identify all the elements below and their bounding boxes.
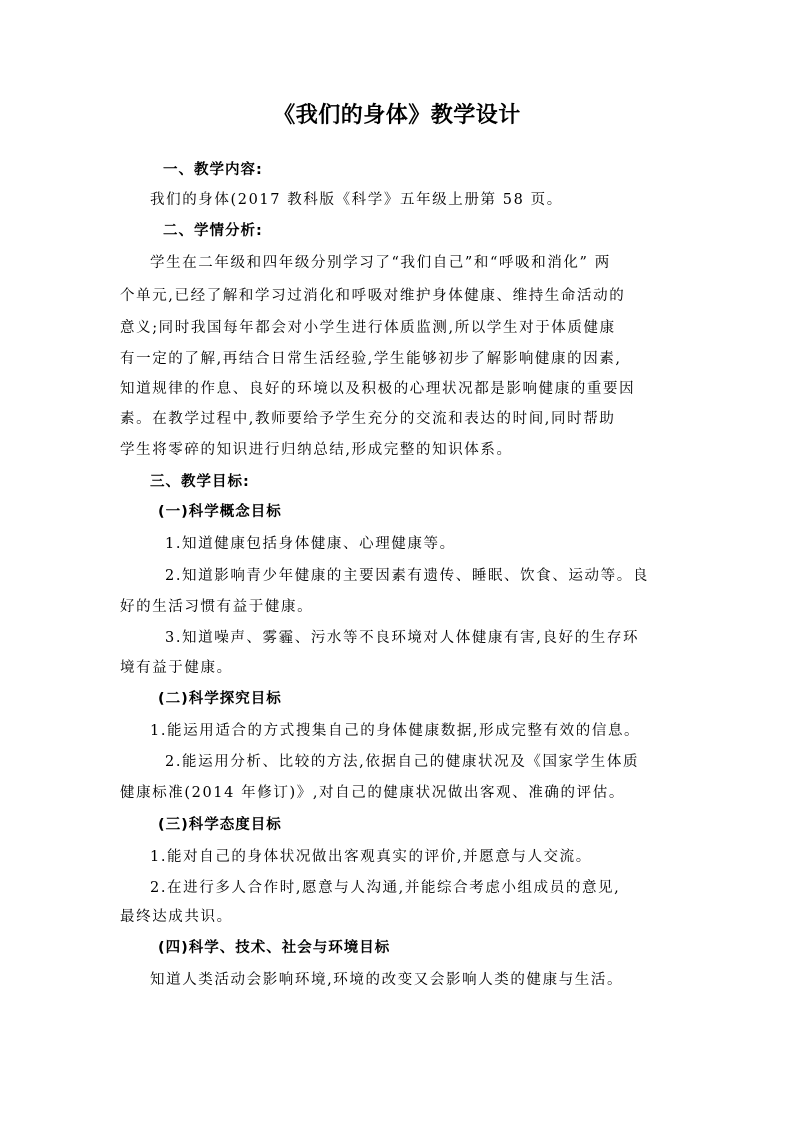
objective-item: 1.知道健康包括身体健康、心理健康等。 [165,536,456,552]
section-heading-content: 一、教学内容: [163,162,263,178]
paragraph-line: 学生将零碎的知识进行归纳总结,形成完整的知识体系。 [120,442,513,458]
objective-item-continued: 最终达成共识。 [120,909,233,925]
section-heading-objectives: 三、教学目标: [150,474,250,490]
document-title: 《我们的身体》教学设计 [273,103,521,128]
paragraph-line: 素。在教学过程中,教师要给予学生充分的交流和表达的时间,同时帮助 [120,411,616,427]
objective-item-continued: 健康标准(2014 年修订)》,对自己的健康状况做出客观、准确的评估。 [120,785,625,801]
paragraph-line: 知道规律的作息、良好的环境以及积极的心理状况都是影响健康的重要因 [120,381,636,397]
subsection-heading-attitude: (三)科学态度目标 [158,817,282,833]
paragraph-line: 学生在二年级和四年级分别学习了“我们自己”和“呼吸和消化” 两 [150,255,611,271]
paragraph-line: 个单元,已经了解和学习过消化和呼吸对维护身体健康、维持生命活动的 [120,288,626,304]
objective-item: 2.在进行多人合作时,愿意与人沟通,并能综合考虑小组成员的意见, [150,880,621,896]
paragraph-line: 知道人类活动会影响环境,环境的改变又会影响人类的健康与生活。 [150,972,624,988]
subsection-heading-stse: (四)科学、技术、社会与环境目标 [158,940,391,956]
objective-item: 3.知道噪声、雾霾、污水等不良环境对人体健康有害,良好的生存环 [165,630,640,646]
subsection-heading-concept: (一)科学概念目标 [158,504,282,520]
objective-item: 1.能对自己的身体状况做出客观真实的评价,并愿意与人交流。 [150,849,592,865]
section-heading-analysis: 二、学情分析: [163,223,263,239]
objective-item-continued: 好的生活习惯有益于健康。 [120,599,314,615]
objective-item-continued: 境有益于健康。 [120,660,233,676]
paragraph-line: 有一定的了解,再结合日常生活经验,学生能够初步了解影响健康的因素, [120,351,622,367]
objective-item: 1.能运用适合的方式搜集自己的身体健康数据,形成完整有效的信息。 [150,723,641,739]
paragraph-line: 我们的身体(2017 教科版《科学》五年级上册第 58 页。 [150,192,563,208]
objective-item: 2.知道影响青少年健康的主要因素有遗传、睡眠、饮食、运动等。良 [165,568,649,584]
subsection-heading-inquiry: (二)科学探究目标 [158,691,282,707]
paragraph-line: 意义;同时我国每年都会对小学生进行体质监测,所以学生对于体质健康 [120,320,616,336]
objective-item: 2.能运用分析、比较的方法,依据自己的健康状况及《国家学生体质 [165,754,640,770]
